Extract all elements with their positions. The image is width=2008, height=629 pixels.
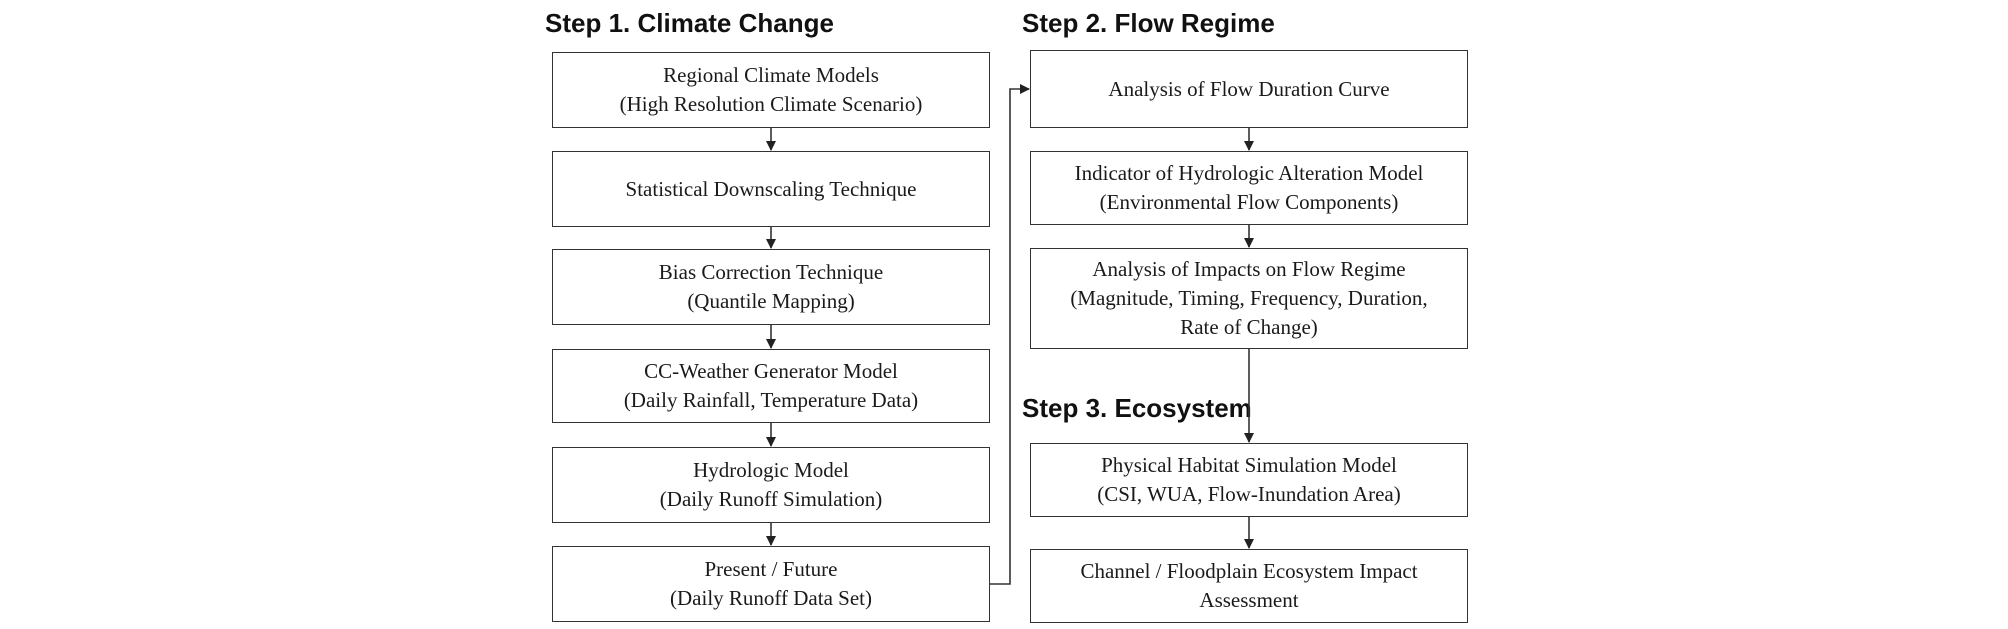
box-subtitle: (Daily Runoff Simulation) [659,487,883,511]
step3-heading: Step 3. Ecosystem [1022,393,1252,423]
step2-heading: Step 2. Flow Regime [1022,8,1275,38]
box-subtitle: (CSI, WUA, Flow-Inundation Area) [1097,482,1401,506]
box-title: Regional Climate Models [663,63,879,87]
box-title: Present / Future [704,557,838,581]
box-title: Physical Habitat Simulation Model [1101,453,1397,477]
box-subtitle: (Environmental Flow Components) [1099,190,1399,214]
box-title: Indicator of Hydrologic Alteration Model [1074,161,1424,185]
box-subtitle: (Daily Rainfall, Temperature Data) [623,388,919,412]
box-subtitle: (Quantile Mapping) [687,289,855,313]
box-title: Hydrologic Model [693,458,849,482]
box-title: Analysis of Impacts on Flow Regime [1092,257,1406,281]
box-subtitle: (Magnitude, Timing, Frequency, Duration, [1070,286,1428,310]
box-title: CC-Weather Generator Model [644,359,898,383]
arrow-to-flow-regime [990,89,1029,584]
box-subtitle: (High Resolution Climate Scenario) [619,92,923,116]
box-title: Analysis of Flow Duration Curve [1108,76,1390,101]
box-subtitle-cont: Rate of Change) [1180,315,1318,339]
box-subtitle: Assessment [1199,588,1299,612]
box-title: Bias Correction Technique [658,260,884,284]
box-title: Channel / Floodplain Ecosystem Impact [1080,559,1418,583]
box-title: Statistical Downscaling Technique [625,176,917,201]
box-subtitle: (Daily Runoff Data Set) [670,586,872,610]
step1-heading: Step 1. Climate Change [545,8,834,38]
